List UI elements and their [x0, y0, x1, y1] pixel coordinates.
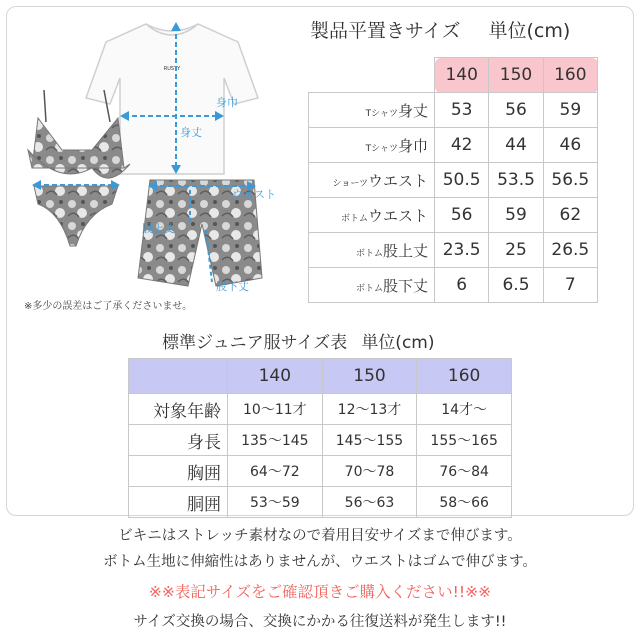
header-blank-cell	[129, 359, 228, 394]
row-label: 対象年齢	[129, 394, 228, 425]
product-size-table	[308, 57, 598, 303]
row-label-prefix: ボトム	[340, 213, 368, 224]
label-inseam: 股下丈	[216, 280, 249, 293]
column-header: 160	[543, 58, 597, 93]
row-label	[309, 93, 435, 128]
junior-table-heading: 標準ジュニア服サイズ表	[162, 333, 348, 353]
table-cell: 135〜145	[228, 425, 323, 456]
label-width: 身巾	[216, 96, 238, 109]
junior-table-title	[162, 328, 434, 353]
column-header: 150	[322, 359, 417, 394]
row-label	[309, 233, 435, 268]
table-row	[129, 394, 512, 425]
junior-table-header-row	[129, 359, 512, 394]
product-table-heading: 製品平置きサイズ	[310, 20, 461, 42]
row-label-prefix: Tシャツ	[365, 143, 398, 154]
label-waist: ウエスト	[232, 188, 276, 201]
row-label-prefix: Tシャツ	[365, 108, 398, 119]
row-label: 胴囲	[129, 487, 228, 518]
table-cell: 53	[435, 93, 489, 128]
table-row	[129, 456, 512, 487]
note-exchange: サイズ交換の場合、交換にかかる往復送料が発生します!!	[133, 614, 507, 630]
table-row	[309, 163, 598, 198]
row-label	[309, 198, 435, 233]
junior-table-unit: 単位(cm)	[361, 333, 435, 353]
row-label: 身長	[129, 425, 228, 456]
junior-size-table	[128, 358, 512, 518]
column-header: 160	[417, 359, 512, 394]
table-cell: 53〜59	[228, 487, 323, 518]
warning-note: ※※表記サイズをご確認頂きご購入ください!!※※	[148, 583, 492, 601]
table-row	[129, 487, 512, 518]
row-label	[309, 268, 435, 303]
disclaimer-text: ※多少の誤差はご了承くださいませ。	[24, 301, 193, 312]
table-cell: 6.5	[489, 268, 543, 303]
table-cell: 56	[435, 198, 489, 233]
label-length: 身丈	[180, 126, 202, 139]
table-row	[129, 425, 512, 456]
row-label-main: ウエスト	[367, 171, 428, 190]
table-cell: 56.5	[543, 163, 597, 198]
brand-text: RUSTY	[163, 66, 181, 72]
table-cell: 56〜63	[322, 487, 417, 518]
table-cell: 56	[489, 93, 543, 128]
product-illustration	[0, 0, 300, 320]
table-cell: 155〜165	[417, 425, 512, 456]
column-header: 140	[435, 58, 489, 93]
table-cell: 62	[543, 198, 597, 233]
column-header: 140	[228, 359, 323, 394]
row-label-main: 股下丈	[382, 276, 428, 295]
note-waist: ボトム生地に伸縮性はありませんが、ウエストはゴムで伸びます。	[103, 554, 537, 570]
row-label-prefix: ボトム	[355, 283, 383, 294]
table-cell: 76〜84	[417, 456, 512, 487]
table-cell: 14才〜	[417, 394, 512, 425]
product-table-title	[310, 16, 610, 43]
product-table-unit: 単位(cm)	[488, 20, 571, 42]
product-table-header-row	[309, 58, 598, 93]
table-cell: 25	[489, 233, 543, 268]
table-row	[309, 128, 598, 163]
table-cell: 64〜72	[228, 456, 323, 487]
table-cell: 12〜13才	[322, 394, 417, 425]
table-cell: 70〜78	[322, 456, 417, 487]
table-cell: 53.5	[489, 163, 543, 198]
row-label-main: ウエスト	[367, 206, 428, 225]
row-label: 胸囲	[129, 456, 228, 487]
table-row	[309, 93, 598, 128]
table-cell: 59	[489, 198, 543, 233]
row-label	[309, 163, 435, 198]
row-label-main: 身巾	[397, 136, 428, 155]
table-cell: 58〜66	[417, 487, 512, 518]
label-rise: 股上丈	[142, 222, 175, 235]
row-label-prefix: ボトム	[355, 248, 383, 259]
bikini-top-shape	[32, 118, 124, 168]
table-cell: 46	[543, 128, 597, 163]
table-cell: 59	[543, 93, 597, 128]
table-cell: 10〜11才	[228, 394, 323, 425]
header-blank-cell	[309, 58, 435, 93]
table-cell: 23.5	[435, 233, 489, 268]
table-row	[309, 233, 598, 268]
table-cell: 6	[435, 268, 489, 303]
table-row	[309, 268, 598, 303]
table-row	[309, 198, 598, 233]
row-label-main: 身丈	[397, 101, 428, 120]
table-cell: 44	[489, 128, 543, 163]
table-cell: 7	[543, 268, 597, 303]
table-cell: 42	[435, 128, 489, 163]
row-label-main: 股上丈	[382, 241, 428, 260]
table-cell: 145〜155	[322, 425, 417, 456]
bikini-bottom-shape	[34, 186, 118, 246]
note-stretch: ビキニはストレッチ素材なので着用目安サイズまで伸びます。	[118, 528, 522, 544]
row-label-prefix: ショーツ	[332, 178, 368, 189]
row-label	[309, 128, 435, 163]
table-cell: 50.5	[435, 163, 489, 198]
column-header: 150	[489, 58, 543, 93]
table-cell: 26.5	[543, 233, 597, 268]
